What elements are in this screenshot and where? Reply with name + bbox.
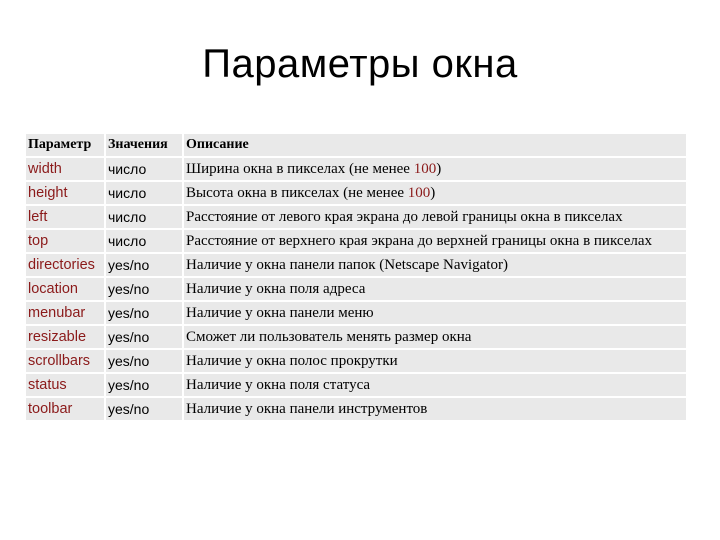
param-value: yes/no: [106, 398, 182, 420]
param-description: Наличие у окна поля адреса: [184, 278, 686, 300]
param-value: yes/no: [106, 302, 182, 324]
header-value: Значения: [106, 134, 182, 156]
param-value: yes/no: [106, 374, 182, 396]
param-description: Наличие у окна полос прокрутки: [184, 350, 686, 372]
table-row: [26, 254, 686, 276]
description-end: ): [436, 161, 442, 177]
param-description: [184, 182, 686, 204]
param-name: left: [26, 206, 104, 228]
slide-title: Параметры окна: [202, 42, 518, 86]
param-description: Наличие у окна поля статуса: [184, 374, 686, 396]
table-row: [26, 278, 686, 300]
param-value: число: [106, 206, 182, 228]
table-row: [26, 398, 686, 420]
param-value: число: [106, 230, 182, 252]
parameters-table: [24, 132, 688, 422]
param-description: Наличие у окна панели меню: [184, 302, 686, 324]
param-description: Сможет ли пользователь менять размер окна: [184, 326, 686, 348]
param-description: Расстояние от левого края экрана до левой границы окна в пикселах: [184, 206, 686, 228]
param-description: Наличие у окна панели инструментов: [184, 398, 686, 420]
description-text: Высота окна в пикселах (не менее: [186, 185, 408, 201]
param-name: width: [26, 158, 104, 180]
param-name: status: [26, 374, 104, 396]
description-number: 100: [413, 161, 437, 177]
param-description: [184, 158, 686, 180]
table-row: [26, 158, 686, 180]
description-number: 100: [407, 185, 431, 201]
param-name: height: [26, 182, 104, 204]
param-value: yes/no: [106, 278, 182, 300]
table-row: [26, 182, 686, 204]
param-name: resizable: [26, 326, 104, 348]
table-row: [26, 230, 686, 252]
table-row: [26, 374, 686, 396]
param-value: yes/no: [106, 350, 182, 372]
param-name: menubar: [26, 302, 104, 324]
param-value: yes/no: [106, 326, 182, 348]
param-description: Наличие у окна панели папок (Netscape Navigator): [184, 254, 686, 276]
param-name: scrollbars: [26, 350, 104, 372]
param-value: yes/no: [106, 254, 182, 276]
param-name: top: [26, 230, 104, 252]
description-end: ): [430, 185, 436, 201]
table-header-row: [26, 134, 686, 156]
header-description: Описание: [184, 134, 686, 156]
param-description: Расстояние от верхнего края экрана до верхней границы окна в пикселах: [184, 230, 686, 252]
param-value: число: [106, 182, 182, 204]
param-value: число: [106, 158, 182, 180]
table-row: [26, 302, 686, 324]
header-param: Параметр: [26, 134, 104, 156]
table-row: [26, 326, 686, 348]
param-name: location: [26, 278, 104, 300]
table-row: [26, 206, 686, 228]
description-text: Ширина окна в пикселах (не менее: [186, 161, 414, 177]
table-row: [26, 350, 686, 372]
param-name: directories: [26, 254, 104, 276]
param-name: toolbar: [26, 398, 104, 420]
